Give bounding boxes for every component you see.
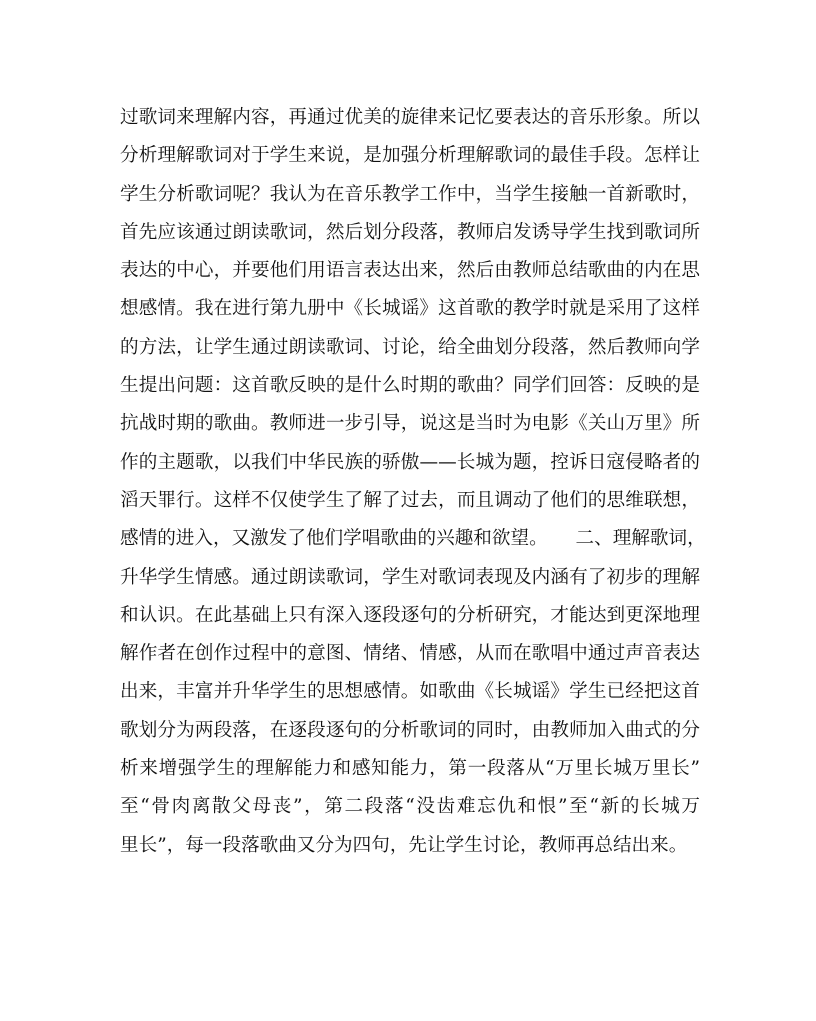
text-line: 析来增强学生的理解能力和感知能力，第一段落从“万里长城万里长” (120, 758, 700, 780)
text-line: 感情的进入，又激发了他们学唱歌曲的兴趣和欲望。 二、理解歌词， (120, 528, 706, 550)
text-line: 出来，丰富并升华学生的思想感情。如歌曲《长城谣》学生已经把这首 (120, 681, 700, 703)
text-line: 表达的中心，并要他们用语言表达出来，然后由教师总结歌曲的内在思 (120, 260, 700, 282)
text-line: 学生分析歌词呢？我认为在音乐教学工作中，当学生接触一首新歌时， (120, 183, 700, 205)
text-line: 和认识。在此基础上只有深入逐段逐句的分析研究，才能达到更深地理 (120, 604, 700, 626)
text-line: 抗战时期的歌曲。教师进一步引导，说这是当时为电影《关山万里》所 (120, 413, 700, 435)
text-line: 首先应该通过朗读歌词，然后划分段落，教师启发诱导学生找到歌词所 (120, 221, 700, 243)
text-line: 分析理解歌词对于学生来说，是加强分析理解歌词的最佳手段。怎样让 (120, 145, 700, 167)
text-line: 生提出问题：这首歌反映的是什么时期的歌曲？同学们回答：反映的是 (120, 375, 700, 397)
text-line: 想感情。我在进行第九册中《长城谣》这首歌的教学时就是采用了这样 (120, 298, 700, 320)
text-line: 至“骨肉离散父母丧”，第二段落“没齿难忘仇和恨”至“新的长城万 (120, 796, 700, 818)
text-line: 滔天罪行。这样不仅使学生了解了过去，而且调动了他们的思维联想， (120, 489, 700, 511)
text-line: 里长”，每一段落歌曲又分为四句，先让学生讨论，教师再总结出来。 (120, 834, 688, 856)
text-line: 歌划分为两段落，在逐段逐句的分析歌词的同时，由教师加入曲式的分 (120, 719, 700, 741)
text-line: 过歌词来理解内容，再通过优美的旋律来记忆要表达的音乐形象。所以 (120, 107, 700, 128)
text-line: 升华学生情感。通过朗读歌词，学生对歌词表现及内涵有了初步的理解 (120, 566, 700, 588)
body-text (120, 99, 706, 865)
text-line: 解作者在创作过程中的意图、情绪、情感，从而在歌唱中通过声音表达 (120, 643, 700, 665)
text-line: 作的主题歌，以我们中华民族的骄傲——长城为题，控诉日寇侵略者的 (120, 451, 700, 473)
text-line: 的方法，让学生通过朗读歌词、讨论，给全曲划分段落，然后教师向学 (120, 336, 700, 358)
